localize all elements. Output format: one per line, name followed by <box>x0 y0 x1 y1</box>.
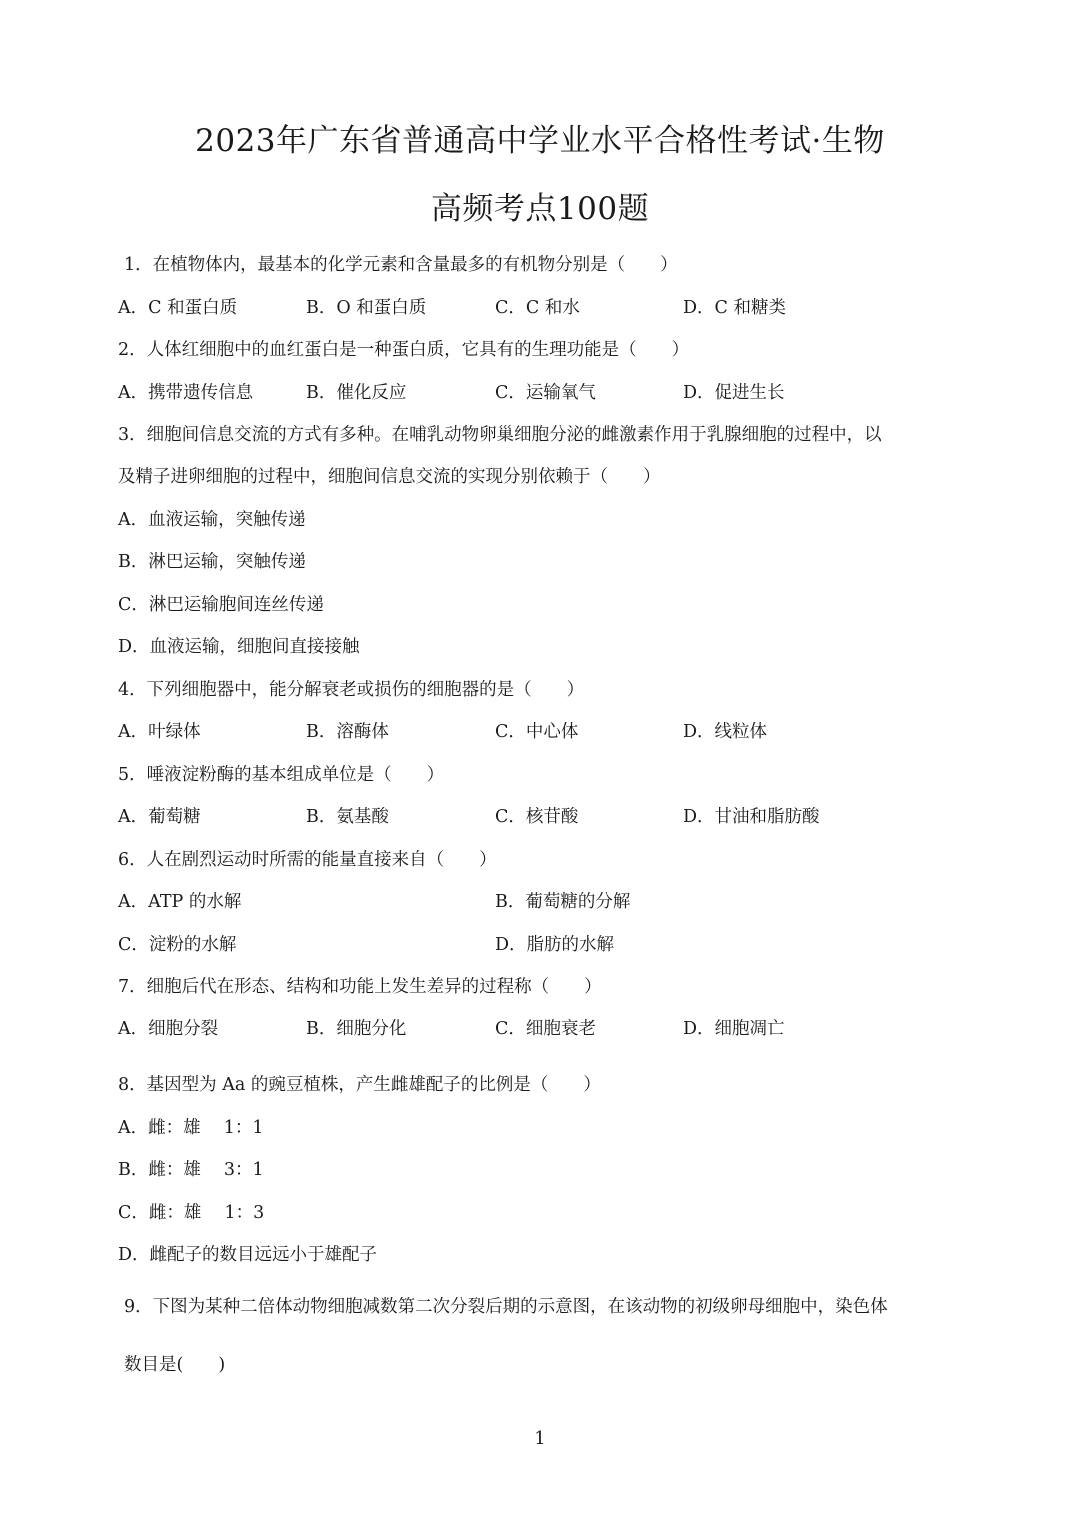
question-4-option-a: A．叶绿体 <box>118 722 201 742</box>
question-5-option-b: B．氨基酸 <box>306 807 389 827</box>
exam-title: 2023年广东省普通高中学业水平合格性考试·生物 <box>195 123 885 159</box>
page-number: 1 <box>534 1428 546 1449</box>
question-5-option-d: D．甘油和脂肪酸 <box>683 807 820 827</box>
question-9-stem-line1: 9．下图为某种二倍体动物细胞减数第二次分裂后期的示意图，在该动物的初级卵母细胞中，染色体 <box>124 1297 888 1317</box>
question-5-option-a: A．葡萄糖 <box>118 807 201 827</box>
question-3-option-a: A．血液运输，突触传递 <box>118 510 306 530</box>
question-3-option-c: C．淋巴运输胞间连丝传递 <box>118 595 324 615</box>
question-9-stem-line2: 数目是( ) <box>124 1355 226 1375</box>
question-8-option-a: A．雌：雄 1：1 <box>118 1118 264 1138</box>
question-7-option-c: C．细胞衰老 <box>495 1019 596 1039</box>
exam-subtitle: 高频考点100题 <box>430 191 650 227</box>
question-2-option-a: A．携带遗传信息 <box>118 383 254 403</box>
question-7-option-a: A．细胞分裂 <box>118 1019 219 1039</box>
question-1-option-c: C．C 和水 <box>495 298 580 318</box>
question-2-option-c: C．运输氧气 <box>495 383 596 403</box>
question-3-option-d: D．血液运输，细胞间直接接触 <box>118 637 360 657</box>
question-1-option-d: D．C 和糖类 <box>683 298 786 318</box>
question-6-option-a: A．ATP 的水解 <box>118 892 242 912</box>
question-2-option-b: B．催化反应 <box>306 383 407 403</box>
question-6-stem: 6．人在剧烈运动时所需的能量直接来自（ ） <box>118 850 497 870</box>
question-6-option-c: C．淀粉的水解 <box>118 935 237 955</box>
question-5-option-c: C．核苷酸 <box>495 807 579 827</box>
question-4-option-b: B．溶酶体 <box>306 722 389 742</box>
question-1-option-b: B．O 和蛋白质 <box>306 298 427 318</box>
question-7-option-b: B．细胞分化 <box>306 1019 407 1039</box>
question-8-option-c: C．雌：雄 1：3 <box>118 1203 265 1223</box>
question-3-stem-line1: 3．细胞间信息交流的方式有多种。在哺乳动物卵巢细胞分泌的雌激素作用于乳腺细胞的过程中，以 <box>118 425 882 445</box>
question-4-option-d: D．线粒体 <box>683 722 768 742</box>
question-4-option-c: C．中心体 <box>495 722 579 742</box>
question-2-option-d: D．促进生长 <box>683 383 785 403</box>
question-7-stem: 7．细胞后代在形态、结构和功能上发生差异的过程称（ ） <box>118 977 602 997</box>
question-8-option-d: D．雌配子的数目远远小于雄配子 <box>118 1245 378 1265</box>
question-3-stem-line2: 及精子进卵细胞的过程中，细胞间信息交流的实现分别依赖于（ ） <box>118 467 661 487</box>
question-5-stem: 5．唾液淀粉酶的基本组成单位是（ ） <box>118 765 445 785</box>
question-8-stem: 8．基因型为 Aa 的豌豆植株，产生雌雄配子的比例是（ ） <box>118 1075 601 1095</box>
question-1-stem: 1．在植物体内，最基本的化学元素和含量最多的有机物分别是（ ） <box>124 255 678 275</box>
question-6-option-b: B．葡萄糖的分解 <box>495 892 631 912</box>
question-6-option-d: D．脂肪的水解 <box>495 935 615 955</box>
question-7-option-d: D．细胞凋亡 <box>683 1019 785 1039</box>
question-2-stem: 2．人体红细胞中的血红蛋白是一种蛋白质，它具有的生理功能是（ ） <box>118 340 690 360</box>
question-1-option-a: A．C 和蛋白质 <box>118 298 238 318</box>
question-8-option-b: B．雌：雄 3：1 <box>118 1160 264 1180</box>
question-3-option-b: B．淋巴运输，突触传递 <box>118 552 306 572</box>
question-4-stem: 4．下列细胞器中，能分解衰老或损伤的细胞器的是（ ） <box>118 680 585 700</box>
